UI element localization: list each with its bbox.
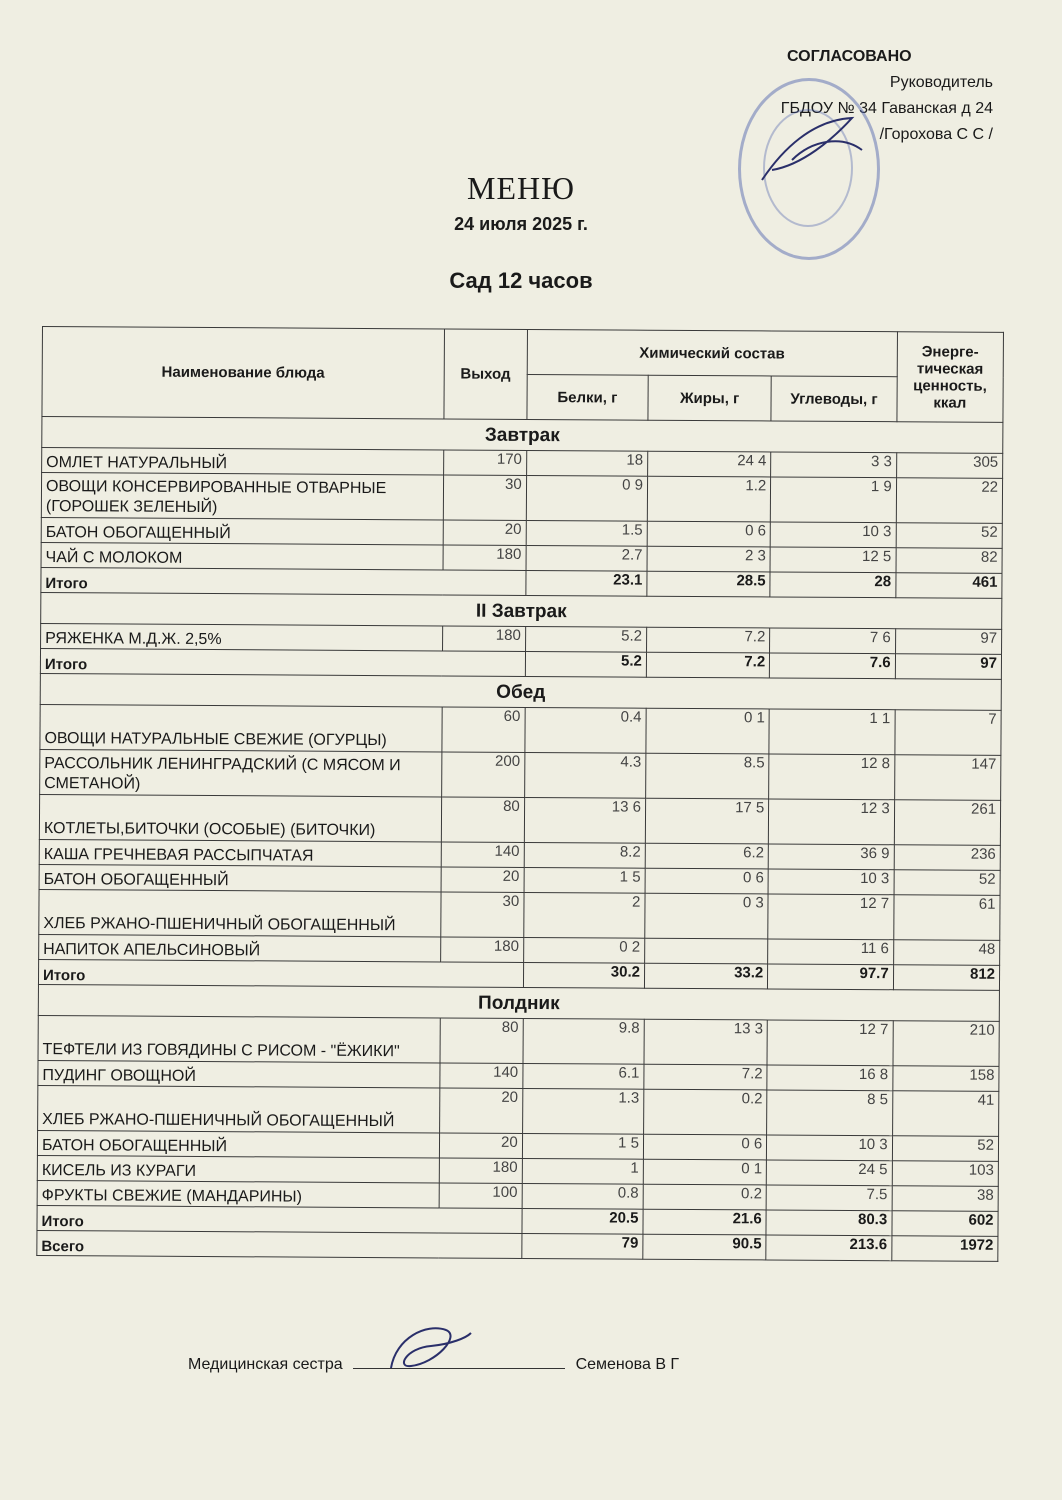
dish-carbs: 1 9 [771, 477, 897, 523]
dish-energy: 103 [892, 1161, 998, 1187]
total-fat: 28.5 [647, 571, 770, 597]
footer-name: Семенова В Г [575, 1356, 680, 1373]
dish-fat: 8.5 [646, 753, 770, 799]
dish-energy: 158 [893, 1066, 999, 1092]
total-protein: 20.5 [522, 1208, 643, 1234]
dish-fat: 0 3 [645, 893, 769, 939]
dish-energy: 48 [893, 940, 999, 966]
col-header-output: Выход [444, 329, 527, 420]
dish-energy: 210 [893, 1021, 1000, 1067]
dish-energy: 22 [896, 478, 1003, 524]
total-energy: 602 [892, 1211, 998, 1237]
total-fat: 33.2 [644, 963, 767, 989]
dish-protein: 5.2 [525, 626, 646, 652]
dish-protein: 1.3 [522, 1088, 643, 1134]
dish-protein: 0.8 [522, 1183, 643, 1209]
total-carbs: 80.3 [766, 1210, 892, 1236]
grand-total-row [37, 1230, 998, 1261]
dish-fat: 0 1 [643, 1159, 766, 1185]
dish-energy: 61 [893, 895, 1000, 941]
nurse-signature [376, 1318, 476, 1378]
dish-name: КИСЕЛЬ ИЗ КУРАГИ [37, 1155, 439, 1182]
approval-role: Руководитель [889, 74, 993, 91]
section-title: Обед [40, 673, 1001, 710]
dish-protein: 1 5 [522, 1133, 643, 1159]
dish-name: БАТОН ОБОГАЩЕННЫЙ [41, 517, 443, 544]
dish-output: 60 [442, 707, 525, 753]
table-row [39, 794, 1000, 845]
dish-protein: 1 [522, 1158, 643, 1184]
dish-carbs: 10 3 [767, 1135, 893, 1161]
total-label: Итого [38, 959, 523, 987]
document-subtitle: Сад 12 часов [449, 268, 593, 293]
approval-heading: СОГЛАСОВАНО [787, 48, 912, 65]
total-carbs: 97.7 [768, 964, 894, 990]
dish-carbs: 10 3 [768, 869, 894, 895]
dish-output: 180 [440, 937, 523, 963]
dish-carbs: 24 5 [767, 1160, 893, 1186]
total-label: Итого [37, 1205, 522, 1233]
dish-fat: 6.2 [645, 843, 768, 869]
dish-carbs: 7.5 [766, 1185, 892, 1211]
col-header-protein: Белки, г [527, 374, 648, 420]
dish-carbs: 16 8 [767, 1065, 893, 1091]
dish-output: 20 [439, 1088, 522, 1134]
dish-output: 20 [439, 1133, 522, 1159]
dish-name: КАША ГРЕЧНЕВАЯ РАССЫПЧАТАЯ [39, 839, 441, 866]
total-carbs: 28 [770, 572, 896, 598]
dish-fat: 24 4 [648, 451, 771, 477]
dish-carbs: 12 3 [769, 799, 895, 845]
dish-energy: 97 [895, 629, 1001, 655]
dish-protein: 1 5 [524, 867, 645, 893]
total-label: Итого [40, 648, 525, 676]
dish-output: 180 [443, 545, 526, 571]
dish-energy: 52 [892, 1136, 998, 1162]
table-row [38, 1085, 999, 1136]
dish-carbs: 12 7 [768, 894, 894, 940]
dish-output: 80 [441, 797, 524, 843]
dish-protein: 2.7 [526, 545, 647, 571]
dish-energy: 147 [894, 755, 1001, 801]
col-header-fat: Жиры, г [648, 375, 772, 421]
dish-fat: 17 5 [645, 798, 769, 844]
total-protein: 23.1 [526, 570, 647, 596]
dish-name: РЯЖЕНКА М.Д.Ж. 2,5% [41, 623, 443, 650]
col-header-energy: Энерге-тическая ценность, ккал [897, 332, 1004, 423]
dish-output: 30 [441, 892, 524, 938]
dish-fat: 0 6 [643, 1134, 766, 1160]
dish-name: ОВОЩИ КОНСЕРВИРОВАННЫЕ ОТВАРНЫЕ (ГОРОШЕК ЗЕЛЕНЫЙ) [41, 473, 443, 520]
dish-fat: 7.2 [646, 627, 769, 653]
dish-name: НАПИТОК АПЕЛЬСИНОВЫЙ [39, 934, 441, 961]
dish-fat: 0.2 [643, 1089, 767, 1135]
dish-name: ПУДИНГ ОВОЩНОЙ [38, 1060, 440, 1087]
dish-carbs: 11 6 [768, 939, 894, 965]
dish-name: ТЕФТЕЛИ ИЗ ГОВЯДИНЫ С РИСОМ - "ЁЖИКИ" [38, 1015, 440, 1062]
total-energy: 461 [896, 573, 1002, 599]
dish-protein: 4.3 [524, 752, 645, 798]
col-header-carbs: Углеводы, г [771, 376, 897, 422]
total-fat: 21.6 [643, 1209, 766, 1235]
dish-output: 100 [439, 1183, 522, 1209]
dish-output: 20 [443, 520, 526, 546]
dish-protein: 6.1 [523, 1063, 644, 1089]
dish-name: КОТЛЕТЫ,БИТОЧКИ (ОСОБЫЕ) (БИТОЧКИ) [39, 794, 441, 841]
dish-energy: 7 [895, 710, 1002, 756]
dish-carbs: 12 8 [769, 754, 895, 800]
dish-energy: 261 [894, 800, 1001, 846]
grand-total-protein: 79 [522, 1233, 643, 1259]
table-row [38, 1015, 999, 1066]
table-row [39, 889, 1000, 940]
dish-protein: 2 [524, 892, 645, 938]
document-date: 24 июля 2025 г. [454, 214, 588, 234]
total-protein: 30.2 [523, 962, 644, 988]
dish-name: БАТОН ОБОГАЩЕННЫЙ [37, 1130, 439, 1157]
section-title: Полдник [38, 984, 999, 1021]
section-title: Завтрак [42, 417, 1003, 454]
dish-energy: 236 [894, 845, 1000, 871]
dish-fat: 1.2 [647, 476, 771, 522]
document-title: МЕНЮ [467, 170, 575, 206]
table-row [41, 473, 1002, 524]
section-title: II Завтрак [41, 592, 1002, 629]
dish-fat: 13 3 [644, 1019, 768, 1065]
dish-name: ФРУКТЫ СВЕЖИЕ (МАНДАРИНЫ) [37, 1180, 439, 1207]
dish-name: ЧАЙ С МОЛОКОМ [41, 542, 443, 569]
total-fat: 7.2 [646, 652, 769, 678]
dish-output: 180 [439, 1158, 522, 1184]
dish-carbs: 3 3 [771, 452, 897, 478]
dish-output: 200 [441, 752, 524, 798]
dish-name: ОМЛЕТ НАТУРАЛЬНЫЙ [42, 448, 444, 475]
dish-protein: 13 6 [524, 797, 645, 843]
dish-fat: 0.2 [643, 1184, 766, 1210]
dish-energy: 82 [896, 548, 1002, 574]
grand-total-label: Всего [37, 1230, 522, 1258]
dish-carbs: 10 3 [770, 522, 896, 548]
dish-fat: 0 6 [647, 521, 770, 547]
dish-protein: 0 2 [523, 937, 644, 963]
table-row [40, 704, 1001, 755]
dish-fat: 7.2 [644, 1064, 767, 1090]
dish-output: 140 [441, 842, 524, 868]
dish-protein: 18 [526, 450, 647, 476]
dish-output: 180 [442, 626, 525, 652]
dish-protein: 0.4 [525, 707, 646, 753]
dish-output: 170 [443, 450, 526, 476]
dish-output: 140 [440, 1063, 523, 1089]
total-energy: 97 [895, 654, 1001, 680]
dish-output: 30 [443, 475, 526, 521]
col-header-name: Наименование блюда [42, 327, 444, 419]
dish-energy: 38 [892, 1186, 998, 1212]
dish-carbs: 8 5 [767, 1090, 893, 1136]
dish-protein: 8.2 [524, 842, 645, 868]
dish-carbs: 1 1 [769, 709, 895, 755]
dish-protein: 0 9 [526, 475, 647, 521]
dish-fat: 2 3 [647, 546, 770, 572]
dish-output: 80 [440, 1018, 523, 1064]
dish-energy: 52 [894, 870, 1000, 896]
grand-total-carbs: 213.6 [766, 1235, 892, 1261]
total-label: Итого [41, 567, 526, 595]
dish-name: ОВОЩИ НАТУРАЛЬНЫЕ СВЕЖИЕ (ОГУРЦЫ) [40, 704, 442, 751]
total-protein: 5.2 [525, 651, 646, 677]
dish-fat [645, 938, 768, 964]
table-row [40, 749, 1001, 800]
col-header-chem: Химический состав [527, 329, 897, 376]
dish-name: БАТОН ОБОГАЩЕННЫЙ [39, 864, 441, 891]
menu-body [37, 417, 1003, 1262]
dish-fat: 0 1 [646, 708, 770, 754]
approval-signer: /Горохова С С / [879, 126, 993, 143]
dish-energy: 41 [892, 1091, 999, 1137]
dish-energy: 52 [896, 523, 1002, 549]
dish-carbs: 7 6 [770, 628, 896, 654]
total-energy: 812 [893, 965, 999, 991]
total-carbs: 7.6 [770, 653, 896, 679]
dish-fat: 0 6 [645, 868, 768, 894]
menu-table [36, 326, 1004, 1262]
dish-name: ХЛЕБ РЖАНО-ПШЕНИЧНЫЙ ОБОГАЩЕННЫЙ [38, 1085, 440, 1132]
footer-role: Медицинская сестра [188, 1356, 343, 1373]
grand-total-fat: 90.5 [643, 1234, 766, 1260]
dish-output: 20 [441, 867, 524, 893]
dish-protein: 1.5 [526, 520, 647, 546]
dish-carbs: 36 9 [768, 844, 894, 870]
dish-protein: 9.8 [523, 1018, 644, 1064]
dish-name: РАССОЛЬНИК ЛЕНИНГРАДСКИЙ (С МЯСОМ И СМЕТАНОЙ) [40, 749, 442, 796]
approval-org: ГБДОУ № 34 Гаванская д 24 [780, 100, 993, 117]
dish-carbs: 12 7 [767, 1020, 893, 1066]
grand-total-energy: 1972 [891, 1236, 997, 1262]
dish-energy: 305 [896, 453, 1002, 479]
dish-carbs: 12 5 [770, 547, 896, 573]
dish-name: ХЛЕБ РЖАНО-ПШЕНИЧНЫЙ ОБОГАЩЕННЫЙ [39, 889, 441, 936]
